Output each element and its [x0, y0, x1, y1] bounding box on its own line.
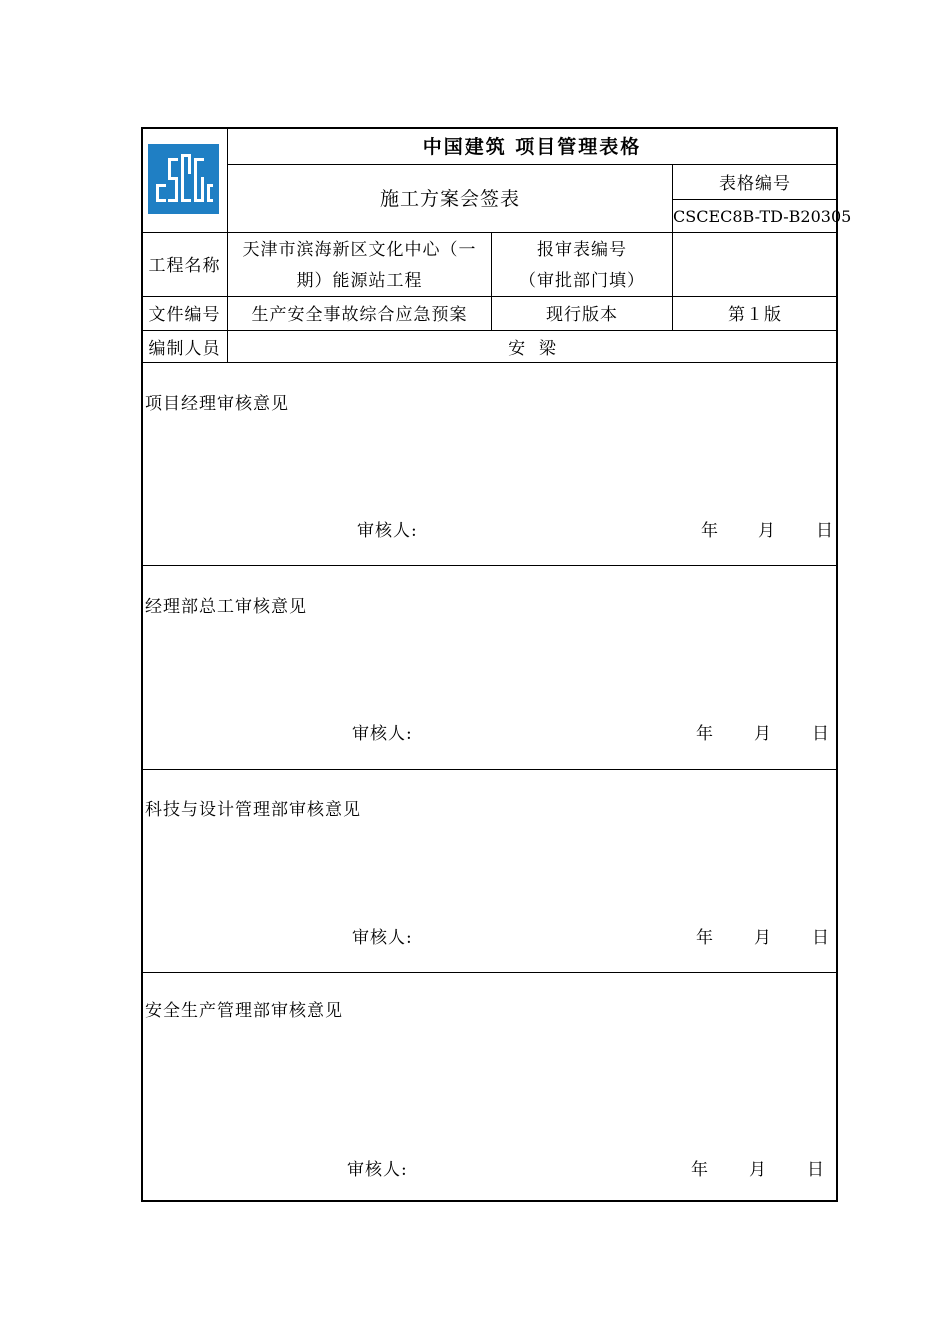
date-day: 日: [812, 928, 830, 948]
grid-line: [228, 164, 837, 165]
project-label: 工程名称: [148, 256, 221, 276]
section-title: 经理部总工审核意见: [145, 597, 307, 617]
form-no-value: CSCEC8B-TD-B20305: [673, 207, 852, 226]
section-title: 项目经理审核意见: [145, 394, 289, 414]
reviewer-label: 审核人:: [357, 521, 418, 541]
grid-line: [142, 232, 837, 233]
section-title: 科技与设计管理部审核意见: [145, 800, 361, 820]
date-month: 月: [758, 521, 776, 541]
grid-line: [672, 199, 837, 200]
grid-line: [142, 296, 837, 297]
date-day: 日: [816, 521, 834, 541]
date-year: 年: [691, 1160, 709, 1180]
reviewer-label: 审核人:: [352, 928, 413, 948]
report-no-label-line1: 报审表编号: [537, 240, 627, 260]
form-no-label: 表格编号: [719, 174, 791, 194]
date-year: 年: [696, 928, 714, 948]
author-label: 编制人员: [148, 339, 221, 359]
grid-line: [142, 362, 837, 363]
file-no-label: 文件编号: [148, 305, 221, 325]
date-day: 日: [812, 724, 830, 744]
section-title: 安全生产管理部审核意见: [145, 1001, 343, 1021]
date-year: 年: [696, 724, 714, 744]
project-value-line1: 天津市滨海新区文化中心（一: [242, 240, 477, 260]
reviewer-label: 审核人:: [352, 724, 413, 744]
grid-line: [142, 330, 837, 331]
project-value-line2: 期）能源站工程: [296, 271, 423, 291]
date-year: 年: [701, 521, 719, 541]
version-label: 现行版本: [546, 305, 618, 325]
grid-line: [142, 972, 837, 973]
cscec-logo-icon: [148, 144, 219, 214]
form-name: 施工方案会签表: [379, 188, 520, 210]
version-value: 第１版: [728, 305, 782, 325]
date-month: 月: [749, 1160, 767, 1180]
report-no-label-line2: （审批部门填）: [519, 271, 645, 291]
grid-line: [142, 565, 837, 566]
page-title: 中国建筑 项目管理表格: [422, 136, 642, 158]
date-month: 月: [754, 928, 772, 948]
reviewer-label: 审核人:: [347, 1160, 408, 1180]
author-value: 安 梁: [508, 339, 557, 359]
date-day: 日: [807, 1160, 825, 1180]
file-no-value: 生产安全事故综合应急预案: [251, 305, 468, 325]
grid-line: [142, 769, 837, 770]
date-month: 月: [754, 724, 772, 744]
